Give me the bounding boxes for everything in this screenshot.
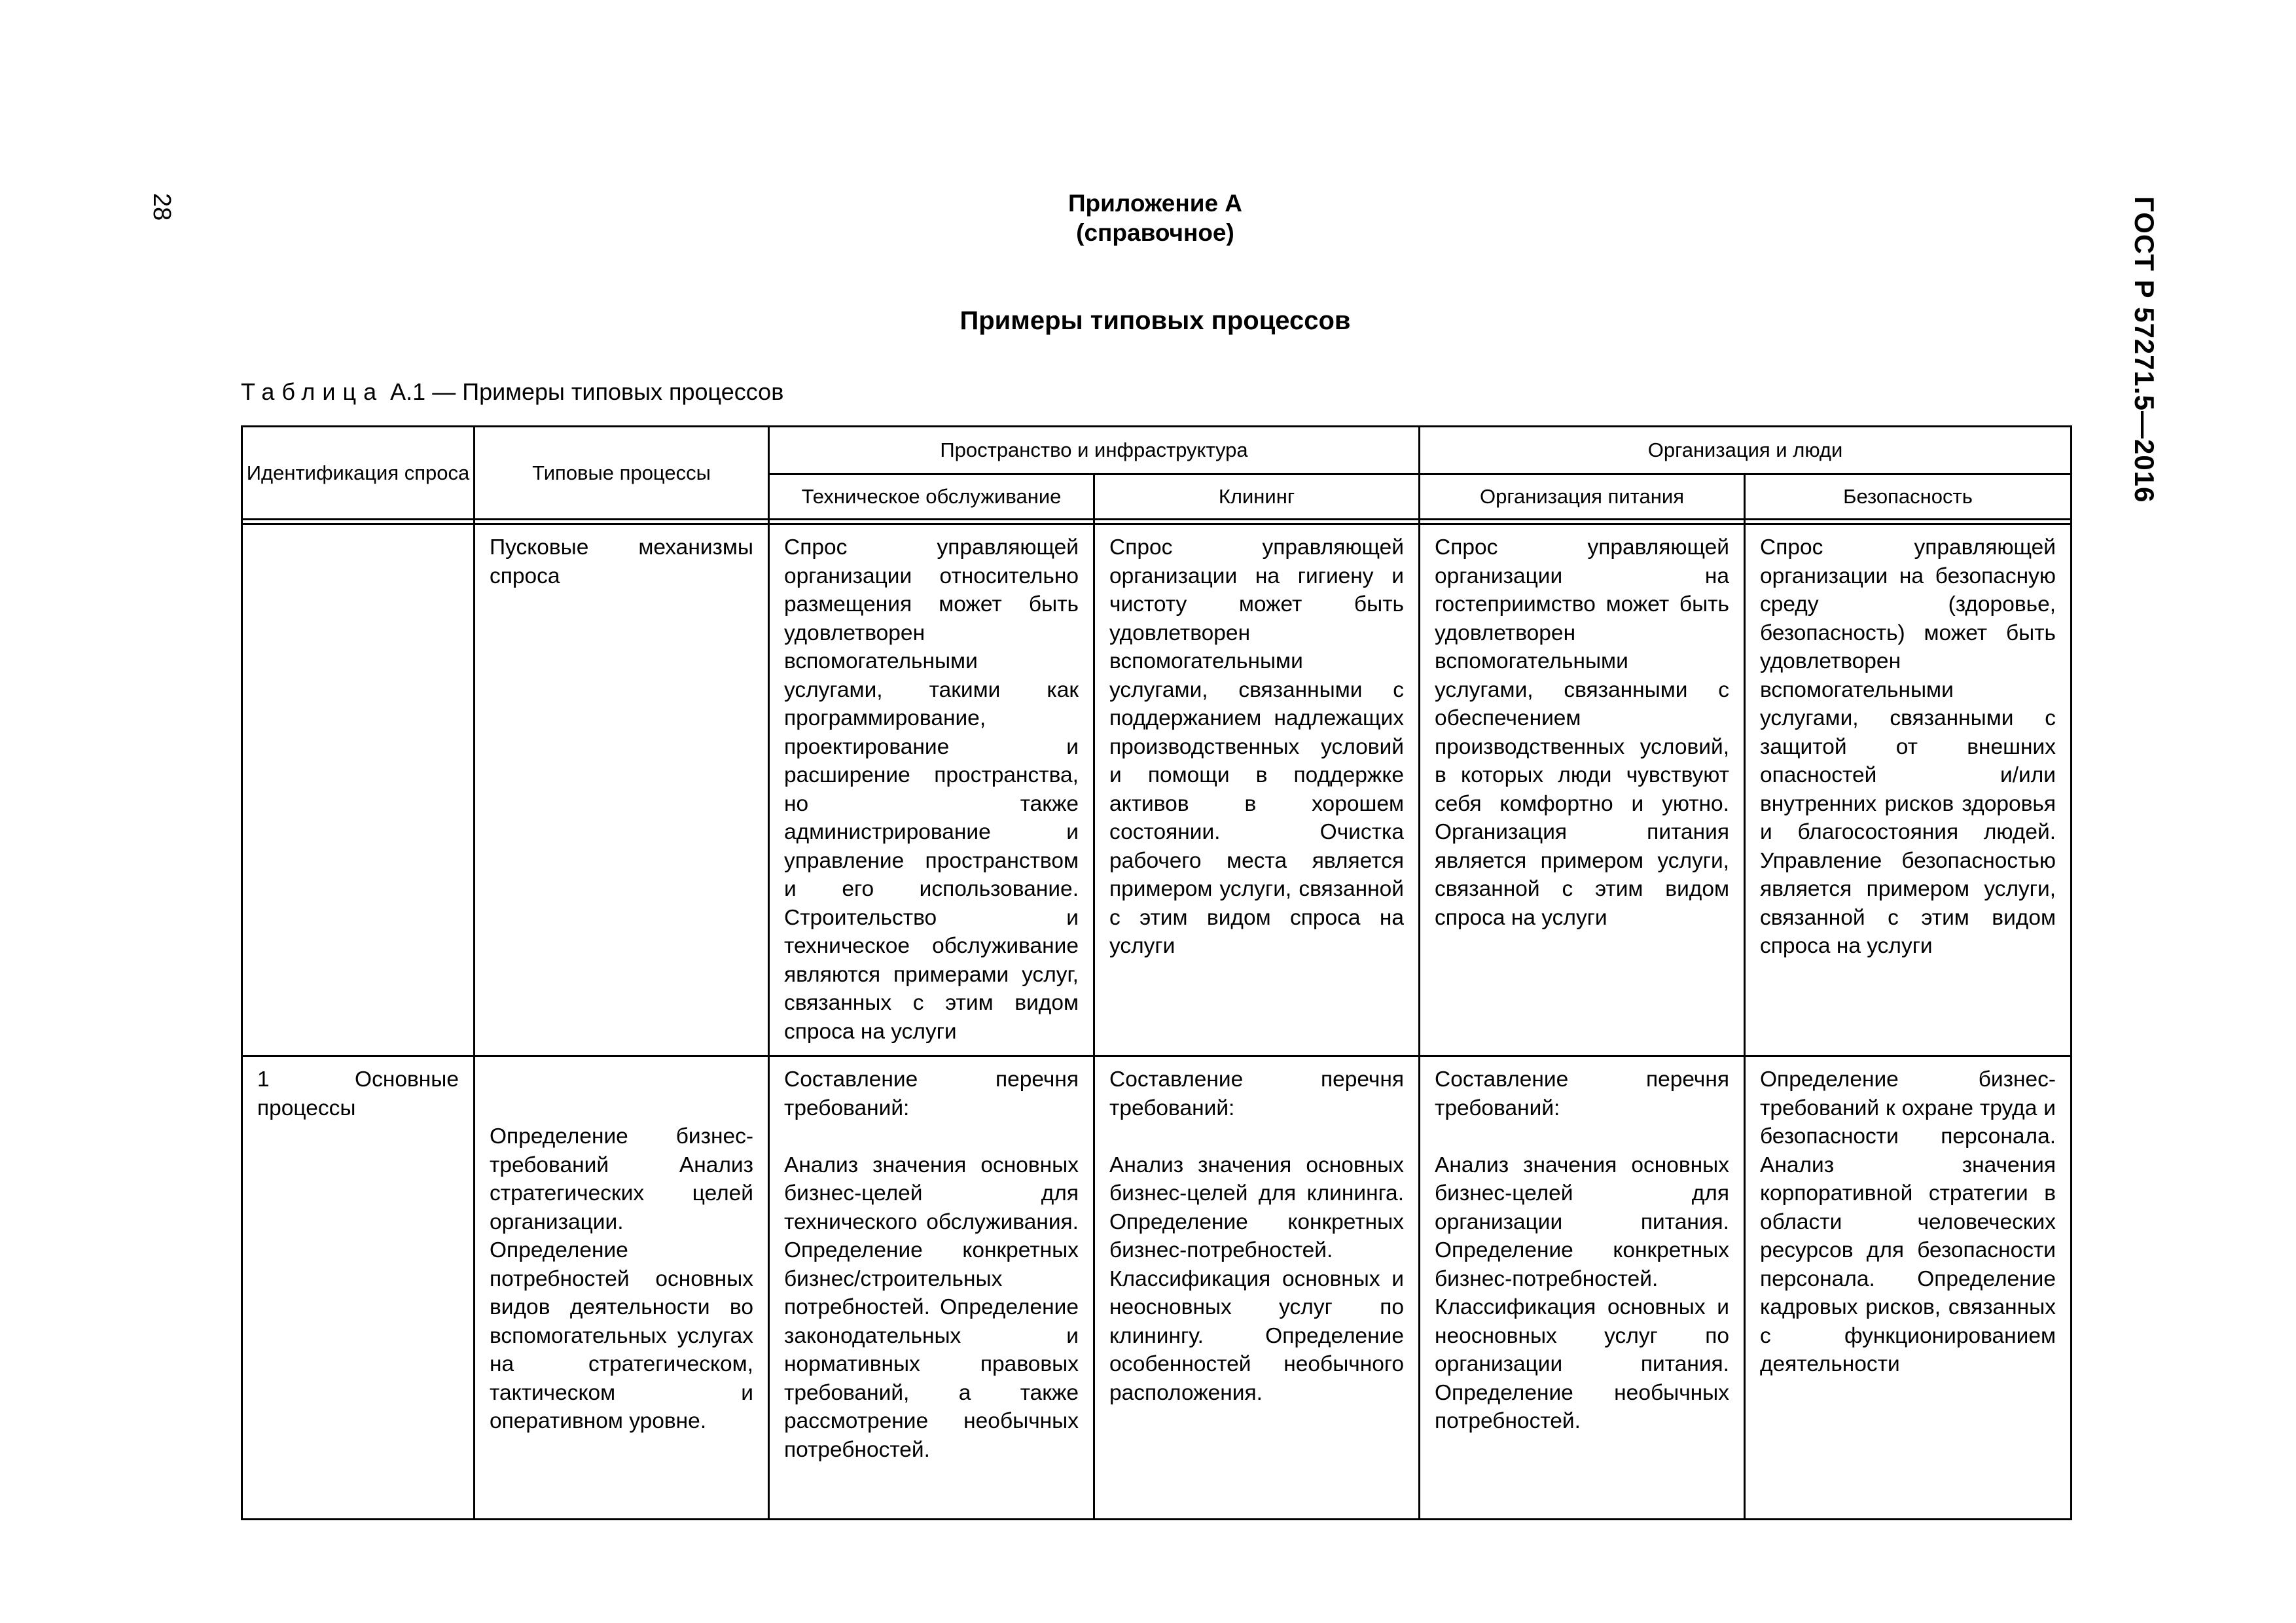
header-cleaning: Клининг: [1094, 474, 1420, 520]
header-separator: [242, 520, 2072, 524]
requirements-text: Анализ значения основных бизнес-целей для технического обслуживания. Определение конкретных бизнес/строительных потребностей. Определение законодательных и нормативных правовых требований, а также рассмотрение необычных потребностей.: [784, 1152, 1079, 1462]
cell-demand-id: [242, 524, 475, 1056]
processes-table: [241, 425, 2072, 1520]
header-row-1: [242, 427, 2072, 474]
cell-maintenance: [769, 1056, 1094, 1520]
requirements-text: Анализ значения основных бизнес-целей для клининга. Определение конкретных бизнес-потребностей. Классификация основных и неосновных услуг по клинингу. Определение особенностей необычного расположения.: [1109, 1152, 1404, 1405]
cell-process: Пусковые механизмы спроса: [475, 524, 769, 1056]
cell-maintenance: Спрос управляющей организации относительно размещения может быть удовлетворен вспомогательными услугами, такими как программирование, проектирование и расширение пространства, но также администрирование и управление пространством и его использование. Строительство и техническое обслуживание являются примерами услуг, связанных с этим видом спроса на услуги: [769, 524, 1094, 1056]
header-organization-people: Организация и люди: [1420, 427, 2072, 474]
cell-cleaning: Спрос управляющей организации на гигиену и чистоту может быть удовлетворен вспомогательными услугами, связанными с поддержанием надлежащих производственных условий и помощи в поддержке активов в хорошем состоянии. Очистка рабочего места является примером услуги, связанной с этим видом спроса на услуги: [1094, 524, 1420, 1056]
requirements-heading: Составление перечня требований:: [1435, 1067, 1729, 1120]
header-space-infrastructure: Пространство и инфраструктура: [769, 427, 1420, 474]
caption-label: Таблица: [241, 378, 384, 405]
table-row: [242, 1056, 2072, 1520]
header-catering: Организация питания: [1420, 474, 1745, 520]
appendix-subtitle: (справочное): [1076, 219, 1234, 246]
header-maintenance: Техническое обслуживание: [769, 474, 1094, 520]
cell-catering: Спрос управляющей организации на гостеприимство может быть удовлетворен вспомогательными услугами, связанными с обеспечением производственных условий, в которых люди чувствуют себя комфортно и уютно. Организация питания является примером услуги, связанной с этим видом спроса на услуги: [1420, 524, 1745, 1056]
cell-security: Спрос управляющей организации на безопасную среду (здоровье, безопасность) может быть удовлетворен вспомогательными услугами, связанными с защитой от внешних опасностей и/или внутренних рисков здоровья и благосостояния людей. Управление безопасностью является примером услуги, связанной с этим видом спроса на услуги: [1745, 524, 2072, 1056]
requirements-text: Анализ значения основных бизнес-целей для организации питания. Определение конкретных бизнес-потребностей. Классификация основных и неосновных услуг по организации питания. Определение необычных потребностей.: [1435, 1152, 1729, 1433]
header-typical-processes: Типовые процессы: [475, 427, 769, 520]
table-caption: [241, 378, 783, 406]
appendix-title: Приложение А: [1067, 190, 1243, 217]
header-security: Безопасность: [1745, 474, 2072, 520]
cell-security: Определение бизнес-требований к охране труда и безопасности персонала. Анализ значения корпоративной стратегии в области человеческих ресурсов для безопасности персонала. Определение кадровых рисков, связанных с функционированием деятельности: [1745, 1056, 2072, 1520]
requirements-heading: Составление перечня требований:: [1109, 1067, 1404, 1120]
standard-id: ГОСТ Р 57271.5—2016: [2129, 196, 2160, 503]
cell-process: [475, 1056, 769, 1520]
process-text: Определение бизнес-требований Анализ стратегических целей организации. Определение потребностей основных видов деятельности во вспомогательных услугах на стратегическом, тактическом и оперативном уровне.: [490, 1124, 753, 1433]
requirements-heading: Составление перечня требований:: [784, 1067, 1079, 1120]
header-demand-id: Идентификация спроса: [242, 427, 475, 520]
page-number: 28: [148, 193, 175, 221]
table-row: [242, 524, 2072, 1056]
cell-demand-id: 1 Основные процессы: [242, 1056, 475, 1520]
section-title: Примеры типовых процессов: [960, 306, 1351, 335]
cell-cleaning: [1094, 1056, 1420, 1520]
caption-text: А.1 — Примеры типовых процессов: [390, 378, 784, 405]
cell-catering: [1420, 1056, 1745, 1520]
